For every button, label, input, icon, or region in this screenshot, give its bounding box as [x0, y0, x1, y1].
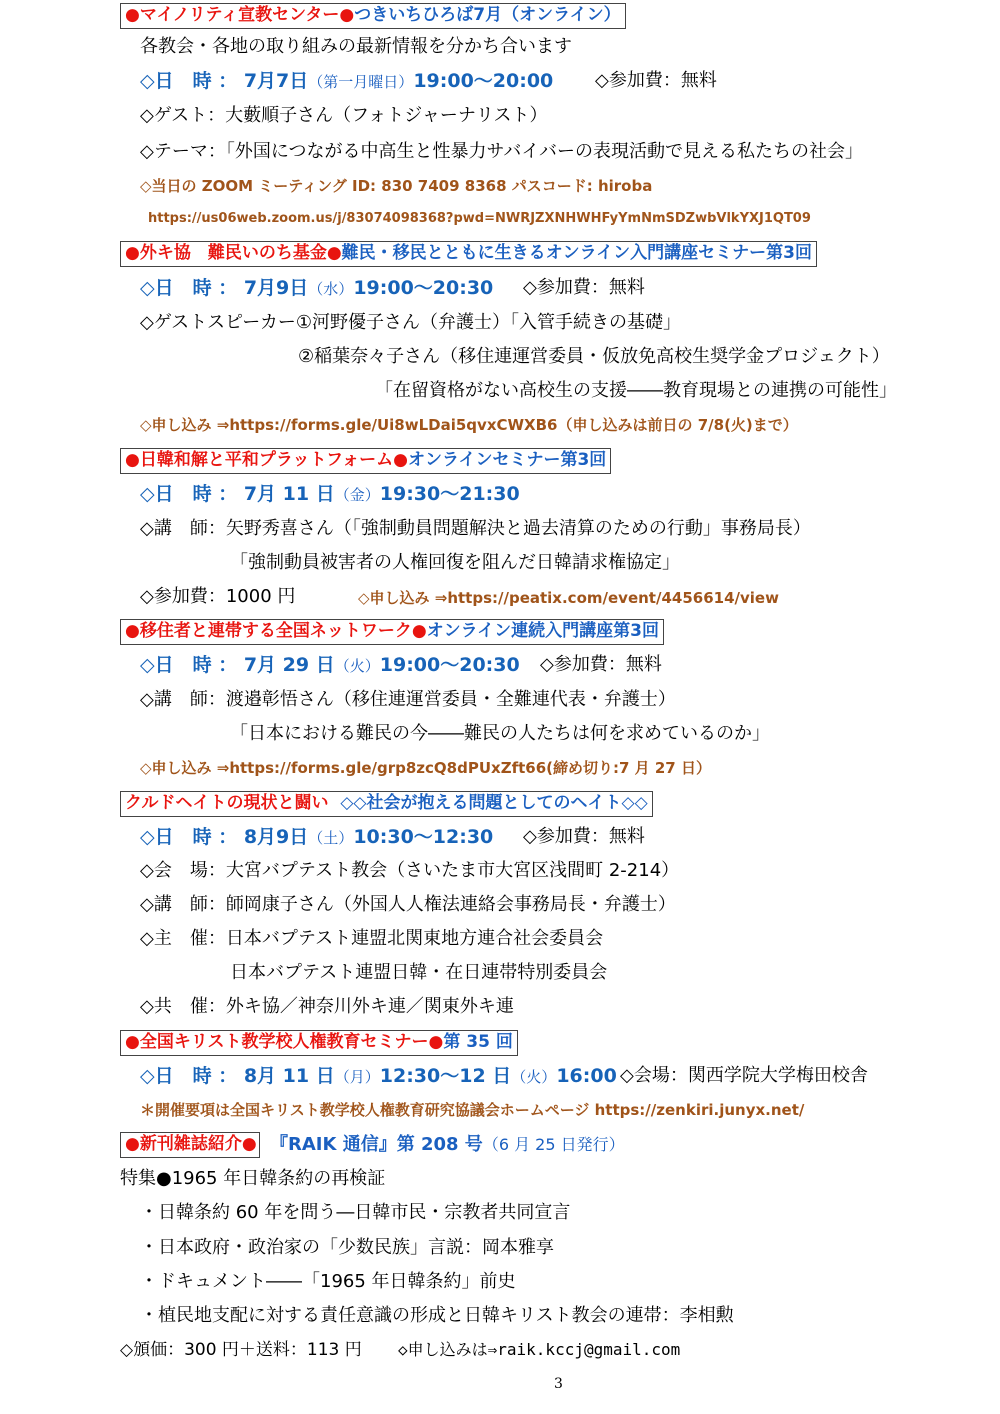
zoom-link[interactable]: https://us06web.zoom.us/j/83074098368?pwd=NWRJZXNHWHFyYmNmSDZwbVlkYXJ1QT09	[148, 211, 811, 226]
speaker-1: ◇ゲストスピーカー①河野優子さん（弁護士）「入管手続きの基礎」	[140, 312, 681, 333]
event-date-line: ◇日 時 ： 7月9日（水）19:00〜20:30	[140, 277, 494, 299]
cohost-text: ◇共 催：外キ協／神奈川外キ連／関東外キ連	[140, 996, 514, 1017]
speaker-2-topic: 「在留資格がない高校生の支援――教育現場との連携の可能性」	[375, 380, 897, 401]
fee-text: ◇参加費：無料	[523, 277, 645, 298]
fee-text: ◇参加費：1000 円	[140, 586, 296, 607]
magazine-title: 『RAIK 通信』第 208 号（6 月 25 日発行）	[270, 1134, 625, 1155]
host-text: ◇主 催：日本バプテスト連盟北関東地方連合社会委員会	[140, 928, 604, 949]
apply-link[interactable]: ◇申し込み ⇒https://forms.gle/Ui8wLDai5qvxCWXB6（申し込みは前日の 7/8(火)まで）	[140, 416, 798, 434]
guest-text: ◇ゲスト：大藪順子さん（フォトジャーナリスト）	[140, 105, 548, 126]
event-date-line: ◇日 時 ： 7月7日（第一月曜日）19:00〜20:00	[140, 70, 554, 92]
speaker-2: ②稲葉奈々子さん（移住連運営委員・仮放免高校生奨学金プロジェクト）	[298, 346, 890, 367]
section-header-christian-school-seminar: ●全国キリスト教学校人権教育セミナー●第 35 回	[120, 1030, 518, 1056]
event-date-line: ◇日 時 ： 8月9日（土）10:30〜12:30	[140, 826, 494, 848]
section-header-korea-japan-platform: ●日韓和解と平和プラットフォーム●オンラインセミナー第3回	[120, 448, 611, 474]
price-text: ◇頒価：300 円＋送料：113 円	[120, 1340, 362, 1360]
info-link[interactable]: ＊開催要項は全国キリスト教学校人権教育研究協議会ホームページ https://zenkiri.junyx.net/	[140, 1101, 805, 1119]
list-item: ・ドキュメント――「1965 年日韓条約」前史	[140, 1271, 516, 1292]
venue-text: ◇会 場：大宮バプテスト教会（さいたま市大宮区浅間町 2-214）	[140, 860, 680, 881]
fee-text: ◇参加費：無料	[540, 654, 662, 675]
host-text-2: 日本バプテスト連盟日韓・在日連帯特別委員会	[230, 962, 608, 983]
topic-text: 「日本における難民の今――難民の人たちは何を求めているのか」	[230, 723, 770, 744]
list-item: ・植民地支配に対する責任意識の形成と日韓キリスト教会の連帯：李相勲	[140, 1305, 734, 1326]
section-header-new-magazine: ●新刊雑誌紹介●	[120, 1132, 260, 1158]
fee-text: ◇参加費：無料	[595, 70, 717, 91]
list-item: ・日本政府・政治家の「少数民族」言説：岡本雅享	[140, 1237, 554, 1258]
event-date-line: ◇日 時 ： 8月 11 日（月）12:30〜12 日（火）16:00	[140, 1065, 617, 1087]
lecturer-text: ◇講 師：渡邉彰悟さん（移住連運営委員・全難連代表・弁護士）	[140, 689, 676, 710]
zoom-info: ◇当日の ZOOM ミーティング ID: 830 7409 8368 パスコード: hiroba	[140, 177, 653, 195]
section-header-refugee-fund: ●外キ協 難民いのち基金●難民・移民とともに生きるオンライン入門講座セミナー第3回	[120, 241, 817, 267]
venue-text: ◇会場：関西学院大学梅田校舎	[620, 1065, 868, 1086]
theme-text: ◇テーマ：「外国につながる中高生と性暴力サバイバーの表現活動で見える私たちの社会」	[140, 141, 864, 162]
section-header-minority-center	[120, 3, 626, 29]
page-number: 3	[554, 1376, 563, 1392]
header-org: ●マイノリティ宣教センター●	[125, 5, 355, 25]
section-header-kurd-hate: クルドヘイトの現状と闘い ◇◇社会が抱える問題としてのヘイト◇◇	[120, 791, 653, 817]
header-event: つきいちひろば7月（オンライン）	[354, 5, 621, 25]
lecturer-text: ◇講 師：矢野秀喜さん（「強制動員問題解決と過去清算のための行動」事務局長）	[140, 518, 811, 539]
event-date-line: ◇日 時 ： 7月 29 日（火）19:00〜20:30	[140, 654, 520, 676]
fee-text: ◇参加費：無料	[523, 826, 645, 847]
apply-email[interactable]: ◇申し込みは⇒raik.kccj@gmail.com	[398, 1340, 681, 1359]
apply-link[interactable]: ◇申し込み ⇒https://peatix.com/event/4456614/view	[358, 589, 779, 607]
section-header-migrant-network: ●移住者と連帯する全国ネットワーク●オンライン連続入門講座第3回	[120, 619, 664, 645]
topic-text: 「強制動員被害者の人権回復を阻んだ日韓請求権協定」	[230, 552, 680, 573]
event-date-line: ◇日 時 ： 7月 11 日（金）19:30〜21:30	[140, 483, 520, 505]
apply-link[interactable]: ◇申し込み ⇒https://forms.gle/grp8zcQ8dPUxZft66(締め切り:7 月 27 日）	[140, 759, 711, 777]
lecturer-text: ◇講 師：師岡康子さん（外国人人権法連絡会事務局長・弁護士）	[140, 894, 676, 915]
feature-text: 特集●1965 年日韓条約の再検証	[120, 1168, 386, 1189]
list-item: ・日韓条約 60 年を問う―日韓市民・宗教者共同宣言	[140, 1202, 571, 1223]
intro-text: 各教会・各地の取り組みの最新情報を分かち合います	[140, 36, 572, 57]
